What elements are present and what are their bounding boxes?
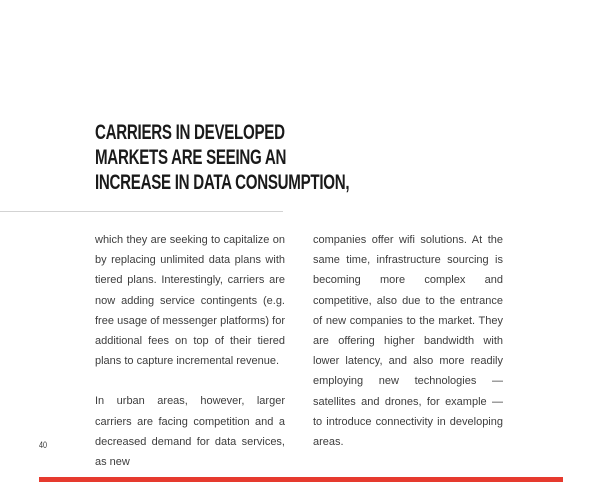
heading-line-3: INCREASE IN DATA CONSUMPTION, [95,171,350,194]
body-column-right [313,230,503,452]
body-paragraph: In urban areas, however, larger carriers are facing competition and a decreased demand for data services, as new [95,395,285,469]
section-heading [95,120,349,195]
body-column-left [95,230,285,472]
body-paragraph: which they are seeking to capitalize on by replacing unlimited data plans with tiered plans. Interestingly, carriers are now adding service contingents (e.g. free usage of messenger platforms) for additional fees on top of their tiered plans to capture incremental revenue. [95,234,285,368]
heading-line-1: CARRIERS IN DEVELOPED [95,121,285,144]
body-paragraph: companies offer wifi solutions. At the same time, infrastructure sourcing is becoming more complex and competitive, also due to the entrance of new companies to the market. They are offering higher bandwidth with lower latency, and also more readily employing new technologies — satellites and drones, for example — to introduce connectivity in developing areas. [313,234,503,449]
page-number: 40 [39,440,48,450]
heading-divider [0,211,283,212]
heading-line-2: MARKETS ARE SEEING AN [95,146,287,169]
footer-accent-bar [39,477,563,482]
